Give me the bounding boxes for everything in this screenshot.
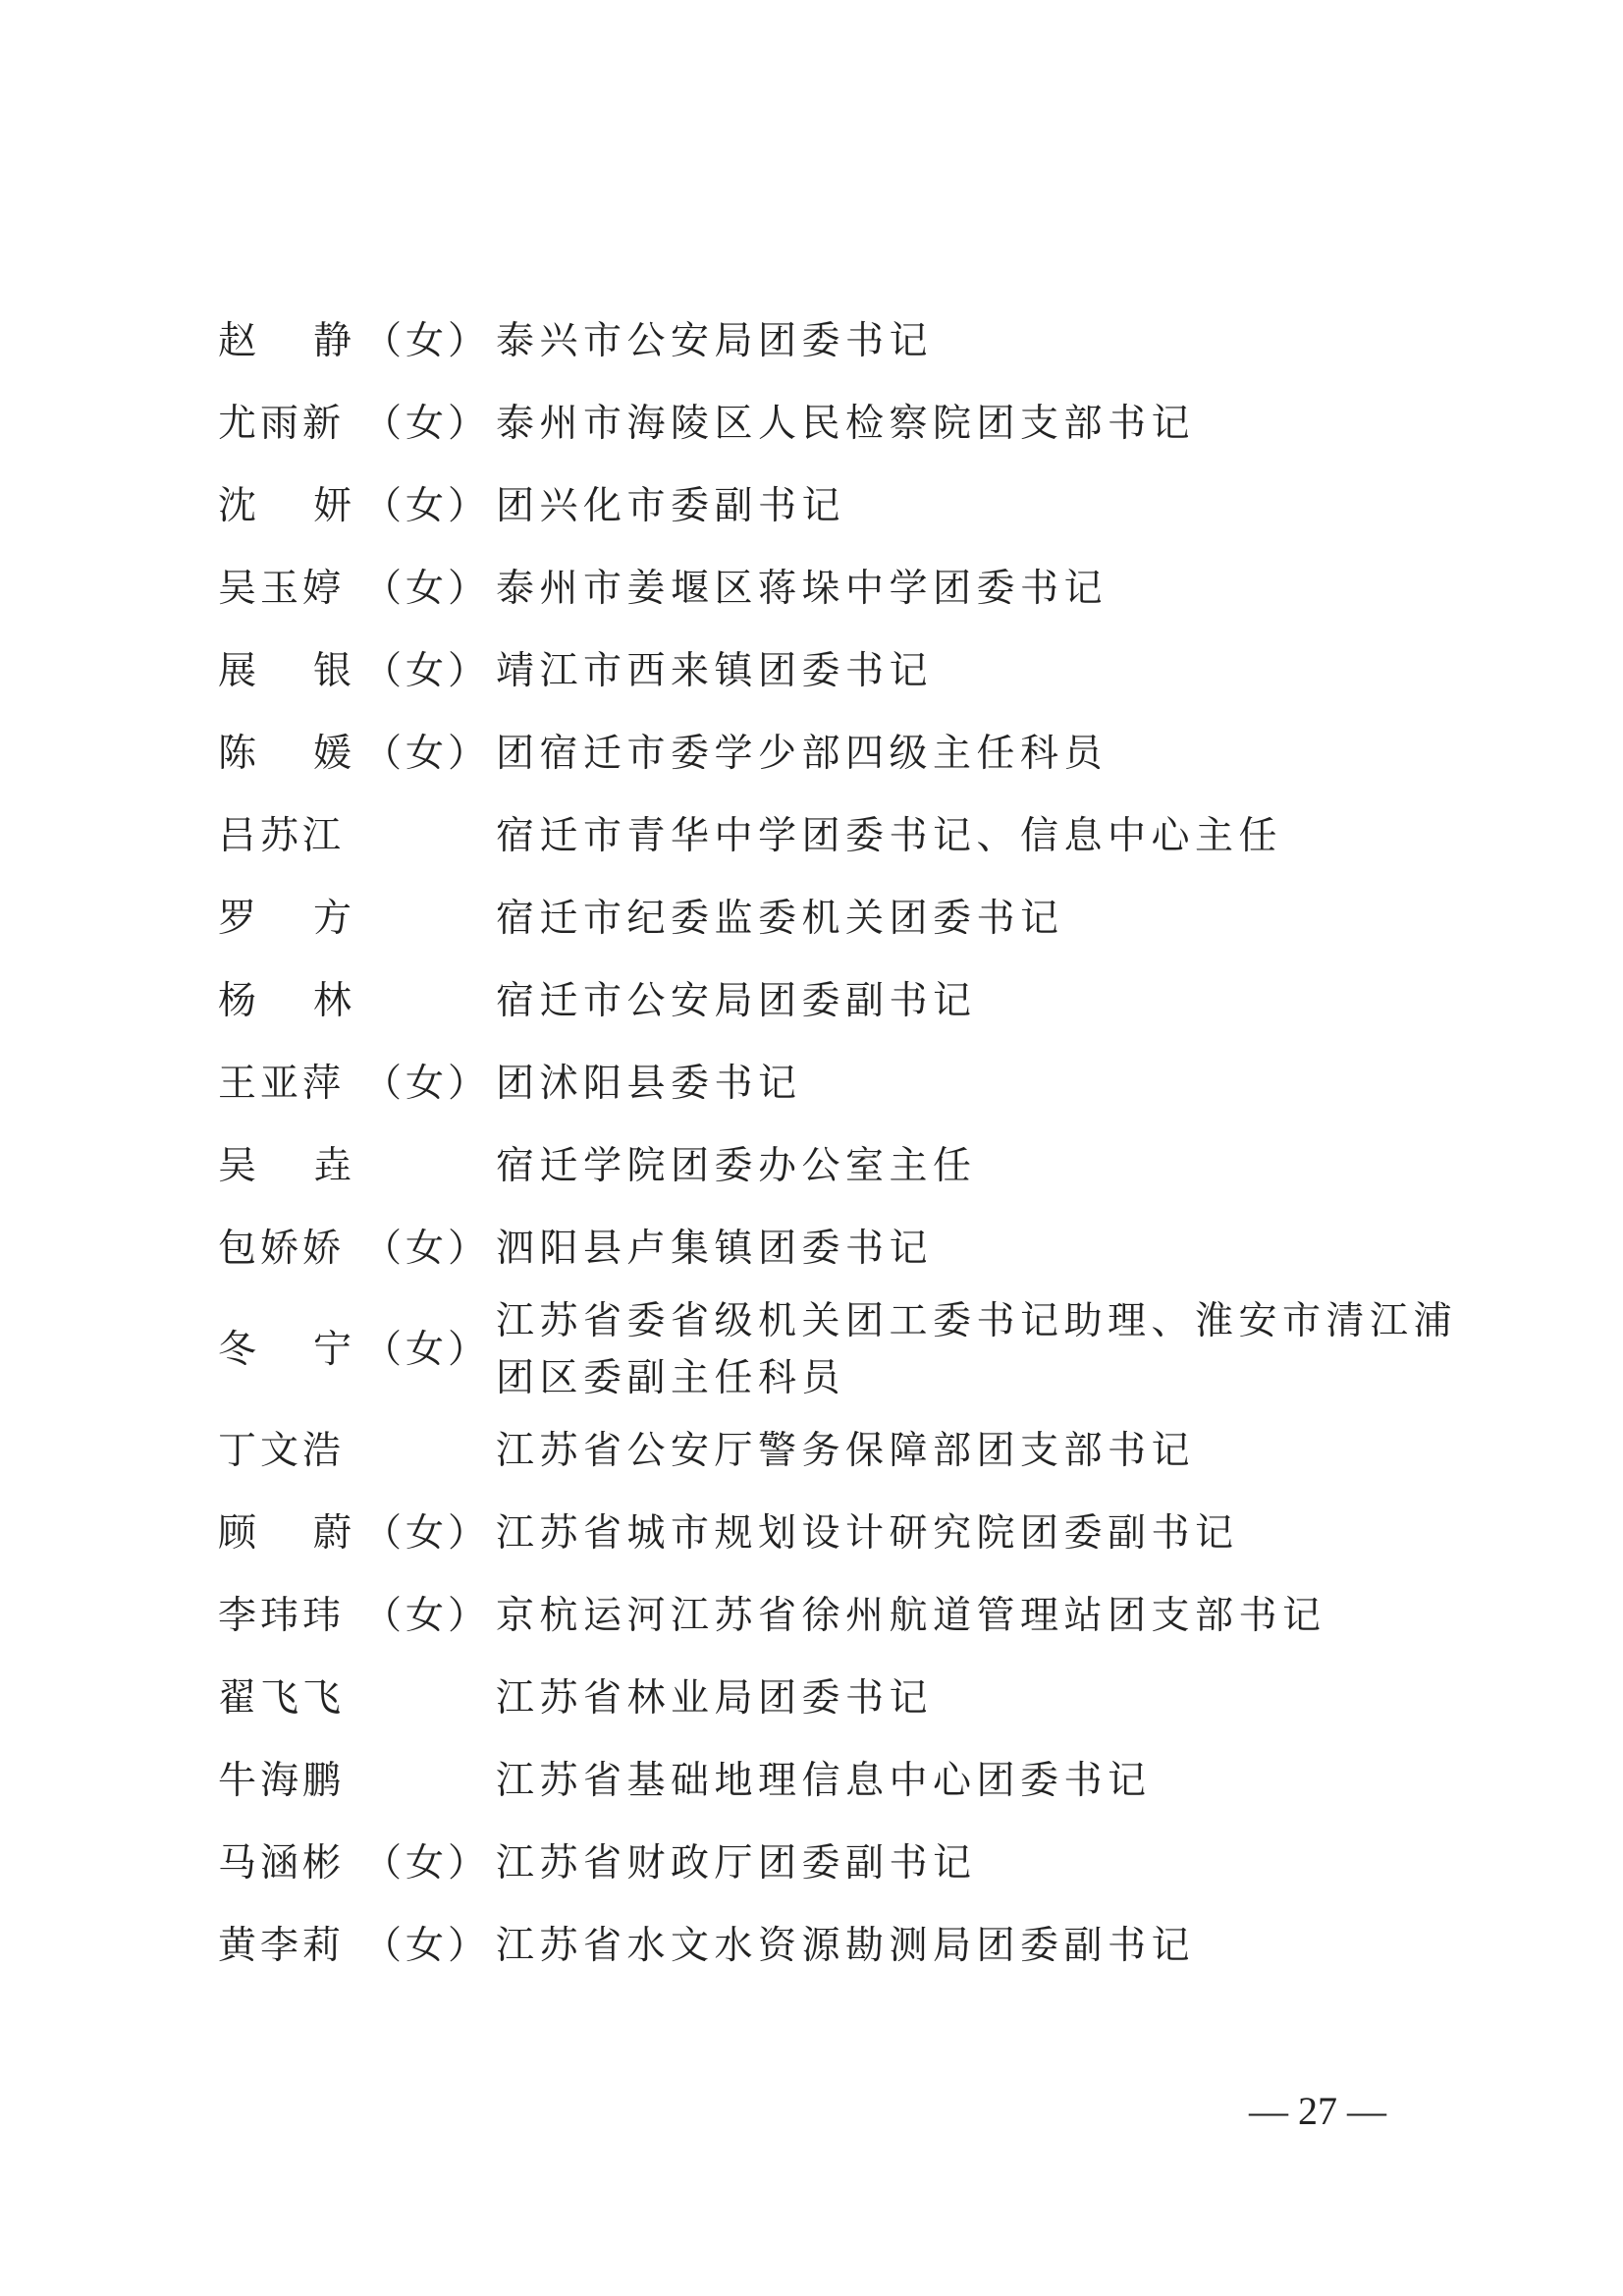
position-title: 江苏省林业局团委书记 <box>496 1676 934 1721</box>
position-title: 江苏省城市规划设计研究院团委副书记 <box>496 1511 1239 1556</box>
position-title: 宿迁市公安局团委副书记 <box>496 979 977 1023</box>
gender-note: （女） <box>363 1841 491 1886</box>
roster-entry <box>218 1658 1485 1740</box>
position-title: 江苏省公安厅警务保障部团支部书记 <box>496 1429 1196 1473</box>
roster-entry <box>218 1208 1485 1290</box>
person-name-part: 沈 <box>218 484 257 528</box>
roster-entry <box>218 1740 1485 1823</box>
roster-entry <box>218 301 1485 383</box>
person-name <box>218 569 352 610</box>
person-name-part: 展 <box>218 649 257 693</box>
roster-entry <box>218 1905 1485 1988</box>
person-name-part: 冬 <box>218 1328 257 1372</box>
person-name <box>218 404 352 445</box>
person-name-part: 丁文浩 <box>218 1429 346 1473</box>
roster-entry <box>218 1493 1485 1575</box>
position-title: 靖江市西来镇团委书记 <box>496 649 934 693</box>
position-title: 团沭阳县委书记 <box>496 1062 802 1106</box>
roster-entry <box>218 1043 1485 1125</box>
person-name <box>218 1678 352 1720</box>
roster-entry <box>218 795 1485 878</box>
person-name-part: 妍 <box>312 484 352 528</box>
position-title: 泰州市海陵区人民检察院团支部书记 <box>496 402 1196 446</box>
gender-note: （女） <box>363 402 491 446</box>
roster-entry <box>218 383 1485 465</box>
roster-entry <box>218 960 1485 1043</box>
person-name-part: 静 <box>312 319 352 363</box>
person-name-part: 马涵彬 <box>218 1841 346 1886</box>
roster-entry <box>218 465 1485 548</box>
person-name <box>218 1431 352 1472</box>
gender-note: （女） <box>363 1594 491 1638</box>
person-name <box>218 651 352 692</box>
person-name-part: 李玮玮 <box>218 1594 346 1638</box>
person-name-part: 牛海鹏 <box>218 1759 346 1803</box>
position-title: 团宿迁市委学少部四级主任科员 <box>496 732 1109 776</box>
position-title: 宿迁市青华中学团委书记、信息中心主任 <box>496 814 1283 858</box>
position-title: 京杭运河江苏省徐州航道管理站团支部书记 <box>496 1594 1326 1638</box>
position-title: 泰州市姜堰区蒋垛中学团委书记 <box>496 567 1109 611</box>
gender-note: （女） <box>363 1511 491 1556</box>
position-title: 泰兴市公安局团委书记 <box>496 319 934 363</box>
gender-note: （女） <box>363 319 491 363</box>
person-name-part: 黄李莉 <box>218 1924 346 1968</box>
gender-note: （女） <box>363 1328 491 1372</box>
person-name <box>218 1513 352 1555</box>
roster-entry <box>218 878 1485 960</box>
roster-entry <box>218 1290 1485 1410</box>
person-name-part: 陈 <box>218 732 257 776</box>
position-title: 宿迁学院团委办公室主任 <box>496 1144 977 1188</box>
person-name-part: 尤雨新 <box>218 402 346 446</box>
person-name <box>218 1064 352 1105</box>
roster-entry <box>218 1410 1485 1493</box>
person-name-part: 顾 <box>218 1511 257 1556</box>
gender-note: （女） <box>363 1062 491 1106</box>
position-title: 团兴化市委副书记 <box>496 484 846 528</box>
roster-entry <box>218 1125 1485 1208</box>
person-name-part: 媛 <box>312 732 352 776</box>
roster-entry <box>218 630 1485 713</box>
person-name <box>218 899 352 940</box>
person-name-part: 宁 <box>312 1328 352 1372</box>
person-name-part: 蔚 <box>312 1511 352 1556</box>
person-name-part: 赵 <box>218 319 257 363</box>
gender-note: （女） <box>363 484 491 528</box>
person-name <box>218 1926 352 1967</box>
person-name <box>218 981 352 1022</box>
person-name <box>218 816 352 857</box>
position-title: 江苏省水文水资源勘测局团委副书记 <box>496 1924 1196 1968</box>
person-name-part: 翟飞飞 <box>218 1676 346 1721</box>
gender-note: （女） <box>363 1924 491 1968</box>
page-number: — 27 — <box>1249 2089 1386 2133</box>
position-title: 泗阳县卢集镇团委书记 <box>496 1227 934 1271</box>
person-name <box>218 1229 352 1270</box>
person-name-part: 王亚萍 <box>218 1062 346 1106</box>
person-name-part: 林 <box>312 979 352 1023</box>
person-name-part: 包娇娇 <box>218 1227 346 1271</box>
position-title: 江苏省财政厅团委副书记 <box>496 1841 977 1886</box>
position-title: 宿迁市纪委监委机关团委书记 <box>496 897 1064 941</box>
person-name-part: 吕苏江 <box>218 814 346 858</box>
person-name <box>218 1761 352 1802</box>
gender-note: （女） <box>363 732 491 776</box>
person-name-part: 罗 <box>218 897 257 941</box>
roster-entry <box>218 1575 1485 1658</box>
person-name-part: 方 <box>312 897 352 941</box>
person-name-part: 垚 <box>312 1144 352 1188</box>
person-name-part: 吴玉婷 <box>218 567 346 611</box>
person-name <box>218 486 352 527</box>
person-name-part: 银 <box>312 649 352 693</box>
roster-entry <box>218 1823 1485 1905</box>
gender-note: （女） <box>363 567 491 611</box>
person-name <box>218 321 352 362</box>
person-name <box>218 1596 352 1637</box>
roster-entry <box>218 713 1485 795</box>
person-name-part: 杨 <box>218 979 257 1023</box>
roster-entry <box>218 548 1485 630</box>
gender-note: （女） <box>363 1227 491 1271</box>
roster-list <box>218 301 1485 1988</box>
person-name <box>218 1843 352 1885</box>
person-name <box>218 1146 352 1187</box>
gender-note: （女） <box>363 649 491 693</box>
position-title: 江苏省基础地理信息中心团委书记 <box>496 1759 1152 1803</box>
person-name <box>218 1330 352 1371</box>
person-name-part: 吴 <box>218 1144 257 1188</box>
position-title: 江苏省委省级机关团工委书记助理、淮安市清江浦团区委副主任科员 <box>496 1299 1458 1400</box>
person-name <box>218 734 352 775</box>
